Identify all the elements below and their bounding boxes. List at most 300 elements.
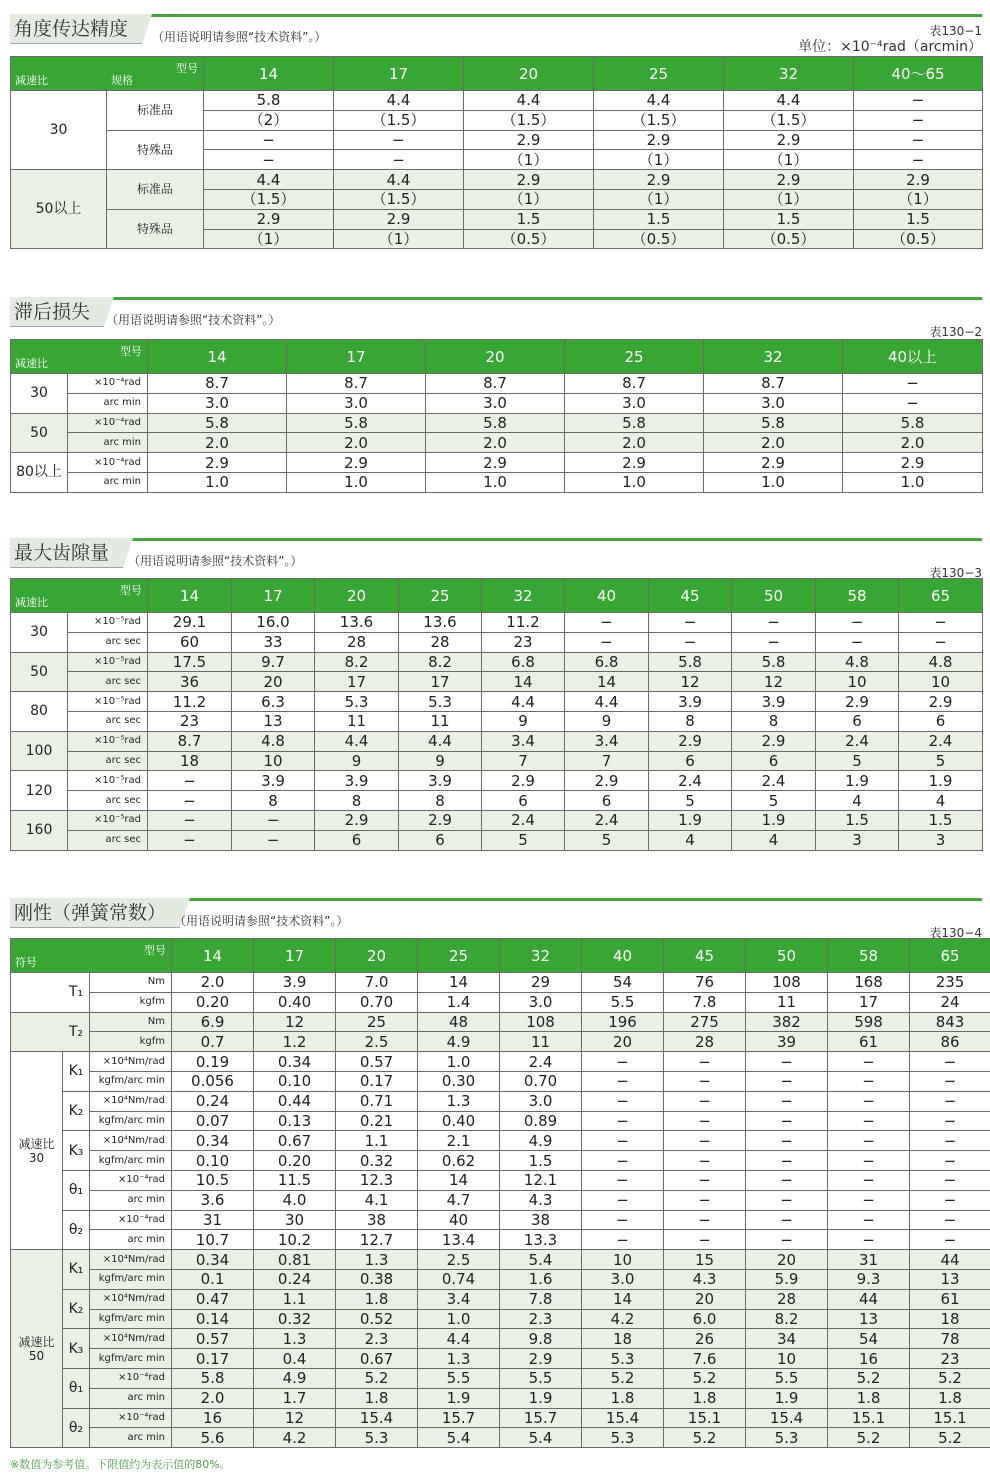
corner-model-label: 型号	[176, 62, 198, 75]
table-row	[11, 613, 983, 633]
value-cell: 4	[649, 830, 732, 850]
value-cell: 4.9	[418, 1032, 500, 1052]
table-row	[11, 472, 983, 492]
section-title: 刚性（弹簧常数）	[10, 898, 180, 928]
column-header: 25	[594, 57, 724, 91]
table-row	[11, 810, 983, 830]
value-cell: −	[910, 1091, 990, 1111]
value-cell: −	[828, 1170, 910, 1190]
value-cell: 5.2	[336, 1368, 418, 1388]
value-cell: 1.5	[724, 209, 854, 229]
value-cell: 2.3	[500, 1309, 582, 1329]
value-cell: 3	[899, 830, 983, 850]
value-cell: −	[582, 1091, 664, 1111]
value-cell: 29	[500, 973, 582, 993]
value-cell: 0.17	[336, 1071, 418, 1091]
value-cell: 3.0	[704, 393, 843, 413]
unit-cell: ×10⁴Nm/rad	[90, 1091, 172, 1111]
value-cell: −	[582, 1230, 664, 1250]
column-header: 25	[565, 340, 704, 374]
value-cell: 8	[732, 711, 816, 731]
value-cell: 76	[664, 973, 746, 993]
column-header: 40	[582, 939, 664, 973]
value-cell: −	[732, 613, 816, 633]
unit-cell: ×10⁻⁵rad	[68, 810, 148, 830]
value-cell: 2.9	[843, 453, 983, 473]
value-cell: −	[664, 1210, 746, 1230]
section-stiffness	[10, 898, 982, 1448]
value-cell: 4	[732, 830, 816, 850]
value-cell: 11	[746, 992, 828, 1012]
corner-row-label: 减速比	[15, 596, 48, 609]
value-cell: 5.3	[582, 1349, 664, 1369]
table-row	[11, 791, 983, 811]
value-cell: （1）	[724, 150, 854, 170]
value-cell: 14	[418, 1170, 500, 1190]
unit-cell: kgfm	[90, 1032, 172, 1052]
value-cell: −	[664, 1151, 746, 1171]
value-cell: 1.8	[664, 1388, 746, 1408]
table-row	[11, 1289, 990, 1309]
value-cell: 1.5	[899, 810, 983, 830]
value-cell: 44	[910, 1250, 990, 1270]
value-cell: 17.5	[148, 652, 232, 672]
value-cell: −	[582, 1111, 664, 1131]
column-header: 40	[565, 579, 649, 613]
value-cell: −	[910, 1170, 990, 1190]
stiffness-table	[10, 938, 990, 1448]
value-cell: −	[746, 1111, 828, 1131]
value-cell: −	[664, 1170, 746, 1190]
unit-cell: ×10⁻⁵rad	[68, 771, 148, 791]
column-header: 20	[336, 939, 418, 973]
value-cell: 16	[828, 1349, 910, 1369]
symbol-cell: θ₂	[63, 1210, 90, 1250]
value-cell: 8.7	[287, 374, 426, 394]
divider	[10, 538, 982, 541]
value-cell: 1.5	[854, 209, 983, 229]
value-cell: 6	[649, 751, 732, 771]
value-cell: 0.19	[172, 1052, 254, 1072]
value-cell: 2.4	[732, 771, 816, 791]
column-header: 14	[148, 579, 232, 613]
value-cell: 0.62	[418, 1151, 500, 1171]
column-header: 45	[649, 579, 732, 613]
table-row	[11, 1428, 990, 1448]
value-cell: 3.6	[172, 1190, 254, 1210]
value-cell: 5.2	[664, 1368, 746, 1388]
value-cell: 1.0	[418, 1052, 500, 1072]
corner-row-label: 减速比	[15, 74, 48, 87]
value-cell: （1）	[594, 150, 724, 170]
value-cell: 44	[828, 1289, 910, 1309]
unit-cell: arc min	[68, 472, 148, 492]
value-cell: 10	[899, 672, 983, 692]
value-cell: 3.0	[565, 393, 704, 413]
value-cell: 5	[899, 751, 983, 771]
unit-cell: ×10⁴Nm/rad	[90, 1052, 172, 1072]
unit-cell: ×10⁻⁵rad	[68, 692, 148, 712]
value-cell: 3.9	[315, 771, 399, 791]
column-header: 32	[482, 579, 565, 613]
value-cell: （1）	[724, 189, 854, 209]
symbol-cell: θ₁	[63, 1368, 90, 1408]
section-header	[10, 14, 982, 56]
table-row	[11, 692, 983, 712]
divider	[10, 297, 982, 300]
value-cell: −	[828, 1111, 910, 1131]
table-row	[11, 1091, 990, 1111]
value-cell: 0.52	[336, 1309, 418, 1329]
value-cell: −	[828, 1190, 910, 1210]
value-cell: 1.9	[649, 810, 732, 830]
value-cell: −	[746, 1091, 828, 1111]
value-cell: 3.0	[582, 1269, 664, 1289]
value-cell: 4.9	[500, 1131, 582, 1151]
value-cell: （0.5）	[854, 229, 983, 249]
value-cell: 1.0	[148, 472, 287, 492]
table-row	[11, 652, 983, 672]
value-cell: 108	[746, 973, 828, 993]
value-cell: 5	[649, 791, 732, 811]
value-cell: 12.1	[500, 1170, 582, 1190]
value-cell: −	[843, 374, 983, 394]
value-cell: 1.9	[746, 1388, 828, 1408]
value-cell: 3.0	[287, 393, 426, 413]
value-cell: 5.5	[582, 992, 664, 1012]
value-cell: −	[910, 1190, 990, 1210]
value-cell: （2）	[204, 110, 334, 130]
value-cell: 0.44	[254, 1091, 336, 1111]
value-cell: 4.9	[254, 1368, 336, 1388]
value-cell: 1.1	[254, 1289, 336, 1309]
value-cell: 8	[399, 791, 482, 811]
value-cell: 15.7	[418, 1408, 500, 1428]
value-cell: 1.5	[464, 209, 594, 229]
value-cell: 0.57	[172, 1329, 254, 1349]
header-row	[11, 579, 983, 613]
value-cell: 4.4	[565, 692, 649, 712]
value-cell: 14	[565, 672, 649, 692]
value-cell: 0.24	[254, 1269, 336, 1289]
value-cell: 4.4	[418, 1329, 500, 1349]
value-cell: 7	[565, 751, 649, 771]
table-row	[11, 91, 983, 111]
value-cell: 2.9	[315, 810, 399, 830]
value-cell: 2.4	[500, 1052, 582, 1072]
value-cell: 5.8	[565, 413, 704, 433]
value-cell: 2.4	[899, 731, 983, 751]
value-cell: 3.0	[148, 393, 287, 413]
value-cell: 1.1	[336, 1131, 418, 1151]
value-cell: 4.4	[464, 91, 594, 111]
value-cell: 598	[828, 1012, 910, 1032]
value-cell: 0.70	[336, 992, 418, 1012]
column-header: 65	[910, 939, 990, 973]
value-cell: 1.9	[816, 771, 899, 791]
column-header: 20	[426, 340, 565, 374]
value-cell: −	[746, 1190, 828, 1210]
max-backlash-table	[10, 578, 983, 851]
value-cell: −	[816, 632, 899, 652]
value-cell: −	[910, 1071, 990, 1091]
corner-model-label: 型号	[120, 345, 142, 358]
value-cell: 20	[582, 1032, 664, 1052]
value-cell: −	[746, 1052, 828, 1072]
value-cell: 0.24	[172, 1091, 254, 1111]
value-cell: 3.0	[500, 992, 582, 1012]
table-row	[11, 1309, 990, 1329]
value-cell: 4.4	[399, 731, 482, 751]
symbol-cell: K₃	[63, 1329, 90, 1369]
value-cell: （1.5）	[464, 110, 594, 130]
column-header: 45	[664, 939, 746, 973]
value-cell: −	[565, 613, 649, 633]
table-row	[11, 1368, 990, 1388]
section-header	[10, 898, 982, 938]
value-cell: 9	[399, 751, 482, 771]
table-row	[11, 1349, 990, 1369]
value-cell: 4.2	[254, 1428, 336, 1448]
column-header: 32	[724, 57, 854, 91]
value-cell: 28	[399, 632, 482, 652]
value-cell: 5.5	[418, 1368, 500, 1388]
corner-row-label: 减速比	[15, 357, 48, 370]
section-header	[10, 297, 982, 339]
unit-cell: Nm	[90, 973, 172, 993]
value-cell: 4.2	[582, 1309, 664, 1329]
value-cell: （1）	[204, 229, 334, 249]
value-cell: 5	[816, 751, 899, 771]
ratio-group-value: 30	[28, 1150, 45, 1165]
value-cell: 23	[148, 711, 232, 731]
value-cell: 1.5	[816, 810, 899, 830]
symbol-cell: T₂	[11, 1012, 90, 1052]
value-cell: 1.9	[899, 771, 983, 791]
value-cell: 29.1	[148, 613, 232, 633]
table-row	[11, 711, 983, 731]
value-cell: 0.71	[336, 1091, 418, 1111]
value-cell: 6.0	[664, 1309, 746, 1329]
value-cell: −	[828, 1091, 910, 1111]
corner-cell	[11, 579, 148, 613]
table-row	[11, 413, 983, 433]
value-cell: 9.8	[500, 1329, 582, 1349]
value-cell: 5.3	[315, 692, 399, 712]
header-row	[11, 57, 983, 91]
value-cell: 5.8	[704, 413, 843, 433]
spec-cell: 特殊品	[107, 130, 204, 170]
value-cell: 1.3	[418, 1349, 500, 1369]
table-row	[11, 1071, 990, 1091]
value-cell: 6.3	[232, 692, 315, 712]
value-cell: 0.32	[336, 1151, 418, 1171]
section-header	[10, 538, 982, 578]
value-cell: 18	[582, 1329, 664, 1349]
value-cell: 2.9	[704, 453, 843, 473]
value-cell: −	[649, 613, 732, 633]
column-header: 17	[287, 340, 426, 374]
section-note: （用语说明请参照“技术资料”。）	[152, 30, 327, 44]
value-cell: −	[582, 1071, 664, 1091]
table-row	[11, 1388, 990, 1408]
table-row	[11, 1032, 990, 1052]
section-hysteresis-loss	[10, 297, 982, 493]
unit-cell: ×10⁻⁵rad	[68, 652, 148, 672]
unit-cell: kgfm/arc min	[90, 1111, 172, 1131]
unit-cell: arc sec	[68, 711, 148, 731]
value-cell: 2.1	[418, 1131, 500, 1151]
value-cell: 0.056	[172, 1071, 254, 1091]
value-cell: 0.34	[172, 1131, 254, 1151]
value-cell: 5.2	[664, 1428, 746, 1448]
value-cell: 1.5	[594, 209, 724, 229]
value-cell: 3.0	[426, 393, 565, 413]
value-cell: −	[746, 1151, 828, 1171]
unit-cell: Nm	[90, 1012, 172, 1032]
unit-cell: ×10⁻⁵rad	[68, 731, 148, 751]
value-cell: −	[664, 1131, 746, 1151]
value-cell: 6	[565, 791, 649, 811]
value-cell: 8	[649, 711, 732, 731]
value-cell: 15.4	[336, 1408, 418, 1428]
value-cell: 25	[336, 1012, 418, 1032]
value-cell: （0.5）	[594, 229, 724, 249]
value-cell: 2.5	[336, 1032, 418, 1052]
unit-cell: arc sec	[68, 791, 148, 811]
table-row	[11, 731, 983, 751]
value-cell: 4.4	[315, 731, 399, 751]
ratio-cell: 50	[11, 652, 68, 692]
table-row	[11, 1230, 990, 1250]
value-cell: （1）	[594, 189, 724, 209]
value-cell: −	[732, 632, 816, 652]
value-cell: 9.7	[232, 652, 315, 672]
value-cell: −	[828, 1230, 910, 1250]
value-cell: 108	[500, 1012, 582, 1032]
ratio-cell: 160	[11, 810, 68, 850]
table-row	[11, 1190, 990, 1210]
unit-cell: kgfm/arc min	[90, 1309, 172, 1329]
value-cell: −	[148, 791, 232, 811]
value-cell: 0.67	[336, 1349, 418, 1369]
value-cell: −	[854, 150, 983, 170]
value-cell: 9	[565, 711, 649, 731]
value-cell: 4	[816, 791, 899, 811]
column-header: 32	[500, 939, 582, 973]
value-cell: 10.5	[172, 1170, 254, 1190]
section-note: （用语说明请参照“技术资料”。）	[128, 554, 303, 568]
value-cell: 20	[232, 672, 315, 692]
value-cell: −	[664, 1111, 746, 1131]
value-cell: −	[148, 810, 232, 830]
value-cell: 26	[664, 1329, 746, 1349]
value-cell: 4	[899, 791, 983, 811]
value-cell: −	[843, 393, 983, 413]
value-cell: 2.9	[594, 130, 724, 150]
value-cell: 5.9	[746, 1269, 828, 1289]
spec-cell: 标准品	[107, 170, 204, 210]
value-cell: 2.9	[204, 209, 334, 229]
value-cell: −	[582, 1151, 664, 1171]
value-cell: 0.30	[418, 1071, 500, 1091]
value-cell: 1.0	[287, 472, 426, 492]
table-row	[11, 1210, 990, 1230]
value-cell: −	[148, 771, 232, 791]
value-cell: 8.7	[148, 374, 287, 394]
value-cell: 0.40	[418, 1111, 500, 1131]
value-cell: −	[204, 130, 334, 150]
unit-cell: ×10⁴Nm/rad	[90, 1131, 172, 1151]
value-cell: 3.9	[399, 771, 482, 791]
ratio-cell: 80	[11, 692, 68, 732]
value-cell: −	[334, 130, 464, 150]
value-cell: 5.8	[287, 413, 426, 433]
value-cell: 2.9	[816, 692, 899, 712]
value-cell: 5.2	[828, 1428, 910, 1448]
value-cell: 10	[746, 1349, 828, 1369]
value-cell: （1.5）	[204, 189, 334, 209]
divider	[10, 14, 982, 17]
corner-cell	[11, 340, 148, 374]
value-cell: 5.5	[500, 1368, 582, 1388]
value-cell: 6	[899, 711, 983, 731]
unit-cell: ×10⁻⁴rad	[90, 1408, 172, 1428]
unit-cell: kgfm/arc min	[90, 1269, 172, 1289]
hysteresis-loss-table	[10, 339, 983, 493]
value-cell: 11	[500, 1032, 582, 1052]
unit-cell: arc min	[90, 1388, 172, 1408]
value-cell: 13.3	[500, 1230, 582, 1250]
column-header: 40以上	[843, 340, 983, 374]
value-cell: 4.4	[334, 170, 464, 190]
value-cell: 5.8	[426, 413, 565, 433]
value-cell: 18	[148, 751, 232, 771]
value-cell: （1.5）	[334, 110, 464, 130]
table-row	[11, 632, 983, 652]
value-cell: 8	[315, 791, 399, 811]
value-cell: 1.0	[704, 472, 843, 492]
value-cell: 1.5	[500, 1151, 582, 1171]
value-cell: −	[854, 130, 983, 150]
value-cell: 13	[232, 711, 315, 731]
corner-row-label: 符号	[15, 956, 37, 969]
unit-cell: ×10⁻⁴rad	[90, 1170, 172, 1190]
value-cell: 8.7	[148, 731, 232, 751]
value-cell: 13.4	[418, 1230, 500, 1250]
value-cell: 0.47	[172, 1289, 254, 1309]
value-cell: 2.9	[426, 453, 565, 473]
value-cell: −	[582, 1052, 664, 1072]
value-cell: 15	[664, 1250, 746, 1270]
value-cell: 86	[910, 1032, 990, 1052]
value-cell: 31	[828, 1250, 910, 1270]
value-cell: 3.0	[500, 1091, 582, 1111]
value-cell: 5.4	[500, 1250, 582, 1270]
value-cell: 28	[746, 1289, 828, 1309]
value-cell: 5	[732, 791, 816, 811]
value-cell: 13.6	[399, 613, 482, 633]
corner-model-label: 型号	[144, 944, 167, 957]
value-cell: 61	[910, 1289, 990, 1309]
value-cell: −	[828, 1071, 910, 1091]
ratio-cell: 30	[11, 613, 68, 653]
value-cell: 0.4	[254, 1349, 336, 1369]
value-cell: −	[828, 1210, 910, 1230]
value-cell: −	[582, 1131, 664, 1151]
value-cell: −	[910, 1052, 990, 1072]
value-cell: −	[910, 1230, 990, 1250]
